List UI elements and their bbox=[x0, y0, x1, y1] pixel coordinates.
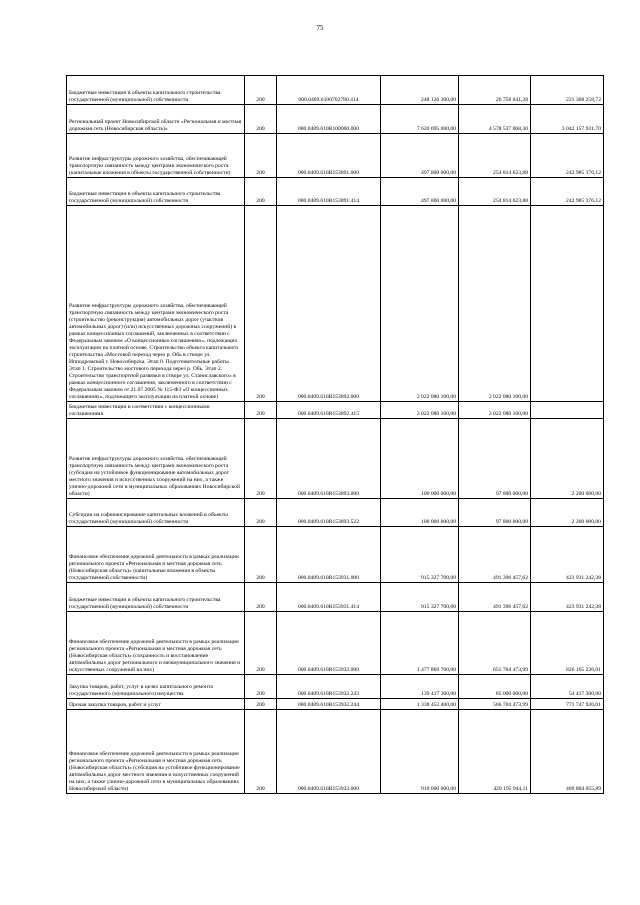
row-assigned: 139 417 300,00 bbox=[381, 675, 459, 699]
row-code: 000.0409.610R153931.414 bbox=[277, 583, 381, 612]
row-name: Финансовое обеспечение дорожной деятельности в рамках реализации регионального проекта «Региональная и местная дорожная сеть (Новосибирская область)» (капитальные вложения в объекты государственной собственности) bbox=[67, 527, 245, 583]
row-code: 000.0409.610R100000.000 bbox=[277, 105, 381, 134]
row-unexecuted bbox=[531, 206, 604, 402]
row-unexecuted: 242 985 376,12 bbox=[531, 134, 604, 178]
table-row bbox=[67, 402, 604, 419]
row-code: 000.0409.610R153892.415 bbox=[277, 402, 381, 419]
row-code: 000.0409.610R153893.522 bbox=[277, 499, 381, 527]
table-row bbox=[67, 612, 604, 675]
row-type: 200 bbox=[245, 178, 277, 206]
row-name: Бюджетные инвестиции в объекты капитального строительства государственной (муниципальной) собственности bbox=[67, 178, 245, 206]
row-name: Закупка товаров, работ, услуг в целях капитального ремонта государственного (муниципального) имущества bbox=[67, 675, 245, 699]
row-executed: 651 704 473,99 bbox=[459, 612, 531, 675]
row-unexecuted: 3 042 157 931,70 bbox=[531, 105, 604, 134]
row-type: 200 bbox=[245, 134, 277, 178]
row-executed: 491 396 457,62 bbox=[459, 527, 531, 583]
row-name: Субсидии на софинансирование капитальных вложений в объекты государственной (муниципальной) собственности bbox=[67, 499, 245, 527]
row-unexecuted: 2 200 000,00 bbox=[531, 499, 604, 527]
row-code: 000.0409.610R153933.000 bbox=[277, 710, 381, 794]
row-assigned: 915 327 700,00 bbox=[381, 583, 459, 612]
row-unexecuted: 242 985 376,12 bbox=[531, 178, 604, 206]
row-unexecuted: 221 368 258,72 bbox=[531, 76, 604, 105]
row-executed: 97 800 000,00 bbox=[459, 499, 531, 527]
row-executed: 97 800 000,00 bbox=[459, 419, 531, 499]
row-type: 200 bbox=[245, 527, 277, 583]
row-unexecuted: 423 931 242,38 bbox=[531, 527, 604, 583]
row-type: 200 bbox=[245, 710, 277, 794]
row-name: Развитие инфраструктуры дорожного хозяйства, обеспечивающей транспортную связанность между центрами экономического роста (строительство (реконструкция) автомобильных дорог (участков автомобильных дорог) (или) искусственных дорожных сооружений) в рамках концессионных соглашений, заключенных в соответствии с Федеральным законом «О концессионных соглашениях», подлежащих эксплуатации на платной основе. Строительство объекта капитального строительства «Мостовой переход через р. Обь в створе ул. Ипподромской г. Новосибирска. Этап 0. Подготовительные работы. Этап 1. Строительство мостового перехода через р. Обь. Этап 2. Строительство транспортной развязки в створе ул. Станиславского» в рамках концессионного соглашения, заключенного в соответствии с Федеральным законом от 21.07.2005 № 115-ФЗ «О концессионных соглашениях», подлежащего эксплуатации на платной основе) bbox=[67, 206, 245, 402]
row-assigned: 497 800 000,00 bbox=[381, 178, 459, 206]
row-type: 200 bbox=[245, 105, 277, 134]
row-code: 000.0409.610R153932.000 bbox=[277, 612, 381, 675]
row-code: 000.0409.610R153932.243 bbox=[277, 675, 381, 699]
table-row bbox=[67, 206, 604, 402]
row-executed: 85 000 000,00 bbox=[459, 675, 531, 699]
row-type: 200 bbox=[245, 206, 277, 402]
row-type: 200 bbox=[245, 419, 277, 499]
row-code: 000.0409.610R153891.000 bbox=[277, 134, 381, 178]
row-name: Бюджетные инвестиции в объекты капитального строительства государственной (муниципальной) собственности bbox=[67, 76, 245, 105]
row-executed: 254 814 623,88 bbox=[459, 134, 531, 178]
row-executed: 2 022 080 100,00 bbox=[459, 402, 531, 419]
row-assigned: 100 000 000,00 bbox=[381, 499, 459, 527]
row-name: Прочая закупка товаров, работ и услуг bbox=[67, 699, 245, 710]
row-type: 200 bbox=[245, 583, 277, 612]
row-code: 000.0409.610R153931.000 bbox=[277, 527, 381, 583]
row-assigned: 248 126 300,00 bbox=[381, 76, 459, 105]
row-type: 200 bbox=[245, 699, 277, 710]
row-assigned: 915 327 700,00 bbox=[381, 527, 459, 583]
row-name: Региональный проект Новосибирской области «Региональная и местная дорожная сеть (Новосибирская область)» bbox=[67, 105, 245, 134]
row-type: 200 bbox=[245, 675, 277, 699]
row-unexecuted bbox=[531, 402, 604, 419]
row-type: 200 bbox=[245, 612, 277, 675]
table-row bbox=[67, 105, 604, 134]
row-assigned: 1 477 869 700,00 bbox=[381, 612, 459, 675]
row-code: 000.0409.6100702780.414 bbox=[277, 76, 381, 105]
row-executed: 420 195 944,11 bbox=[459, 710, 531, 794]
row-unexecuted: 423 931 242,38 bbox=[531, 583, 604, 612]
row-name: Бюджетные инвестиции в объекты капитального строительства государственной (муниципальной) собственности bbox=[67, 583, 245, 612]
row-executed: 566 704 473,99 bbox=[459, 699, 531, 710]
row-unexecuted: 2 200 000,00 bbox=[531, 419, 604, 499]
row-unexecuted: 826 165 226,01 bbox=[531, 612, 604, 675]
table-row bbox=[67, 583, 604, 612]
page-number: 75 bbox=[316, 24, 324, 32]
row-type: 200 bbox=[245, 499, 277, 527]
table-row bbox=[67, 134, 604, 178]
row-unexecuted: 489 804 055,89 bbox=[531, 710, 604, 794]
row-assigned: 2 022 080 100,00 bbox=[381, 206, 459, 402]
budget-execution-table bbox=[66, 75, 604, 794]
row-code: 000.0409.610R153932.244 bbox=[277, 699, 381, 710]
row-name: Финансовое обеспечение дорожной деятельности в рамках реализации регионального проекта «Региональная и местная дорожная сеть (Новосибирская область)» (субсидия на устойчивое функционирование автомобильных дорог местного значения и искусственных сооружений на них, а также улично-дорожной сети в муниципальных образованиях Новосибирской области) bbox=[67, 710, 245, 794]
row-assigned: 910 000 000,00 bbox=[381, 710, 459, 794]
row-executed: 2 022 080 100,00 bbox=[459, 206, 531, 402]
row-name: Развитие инфраструктуры дорожного хозяйства, обеспечивающей транспортную связанность между центрами экономического роста (капитальные вложения в объекты государственной собственности) bbox=[67, 134, 245, 178]
row-code: 000.0409.610R153893.000 bbox=[277, 419, 381, 499]
row-executed: 254 814 623,88 bbox=[459, 178, 531, 206]
table-row bbox=[67, 710, 604, 794]
row-assigned: 1 338 452 400,00 bbox=[381, 699, 459, 710]
table-row bbox=[67, 675, 604, 699]
row-executed: 491 396 457,62 bbox=[459, 583, 531, 612]
row-unexecuted: 771 747 926,01 bbox=[531, 699, 604, 710]
table-row bbox=[67, 178, 604, 206]
table-row bbox=[67, 699, 604, 710]
row-code: 000.0409.610R153892.000 bbox=[277, 206, 381, 402]
row-name: Бюджетные инвестиции в соответствии с концессионными соглашениями bbox=[67, 402, 245, 419]
table-row bbox=[67, 527, 604, 583]
table-row bbox=[67, 76, 604, 105]
row-type: 200 bbox=[245, 76, 277, 105]
table-row bbox=[67, 419, 604, 499]
row-type: 200 bbox=[245, 402, 277, 419]
row-assigned: 7 620 695 000,00 bbox=[381, 105, 459, 134]
row-assigned: 100 000 000,00 bbox=[381, 419, 459, 499]
row-unexecuted: 54 417 300,00 bbox=[531, 675, 604, 699]
row-executed: 26 758 041,28 bbox=[459, 76, 531, 105]
row-code: 000.0409.610R153891.414 bbox=[277, 178, 381, 206]
row-executed: 4 578 537 068,30 bbox=[459, 105, 531, 134]
row-name: Финансовое обеспечение дорожной деятельности в рамках реализации регионального проекта «Региональная и местная дорожная сеть (Новосибирская область)» (сохранность и восстановление автомобильных дорог регионального и межмуниципального значения и искусственных сооружений на них) bbox=[67, 612, 245, 675]
row-assigned: 2 022 080 100,00 bbox=[381, 402, 459, 419]
table-row bbox=[67, 499, 604, 527]
row-name: Развитие инфраструктуры дорожного хозяйства, обеспечивающей транспортную связанность между центрами экономического роста (субсидия на устойчивое функционирование автомобильных дорог местного значения и искусственных сооружений на них, а также улично-дорожной сети в муниципальных образованиях Новосибирской области) bbox=[67, 419, 245, 499]
row-assigned: 497 800 000,00 bbox=[381, 134, 459, 178]
